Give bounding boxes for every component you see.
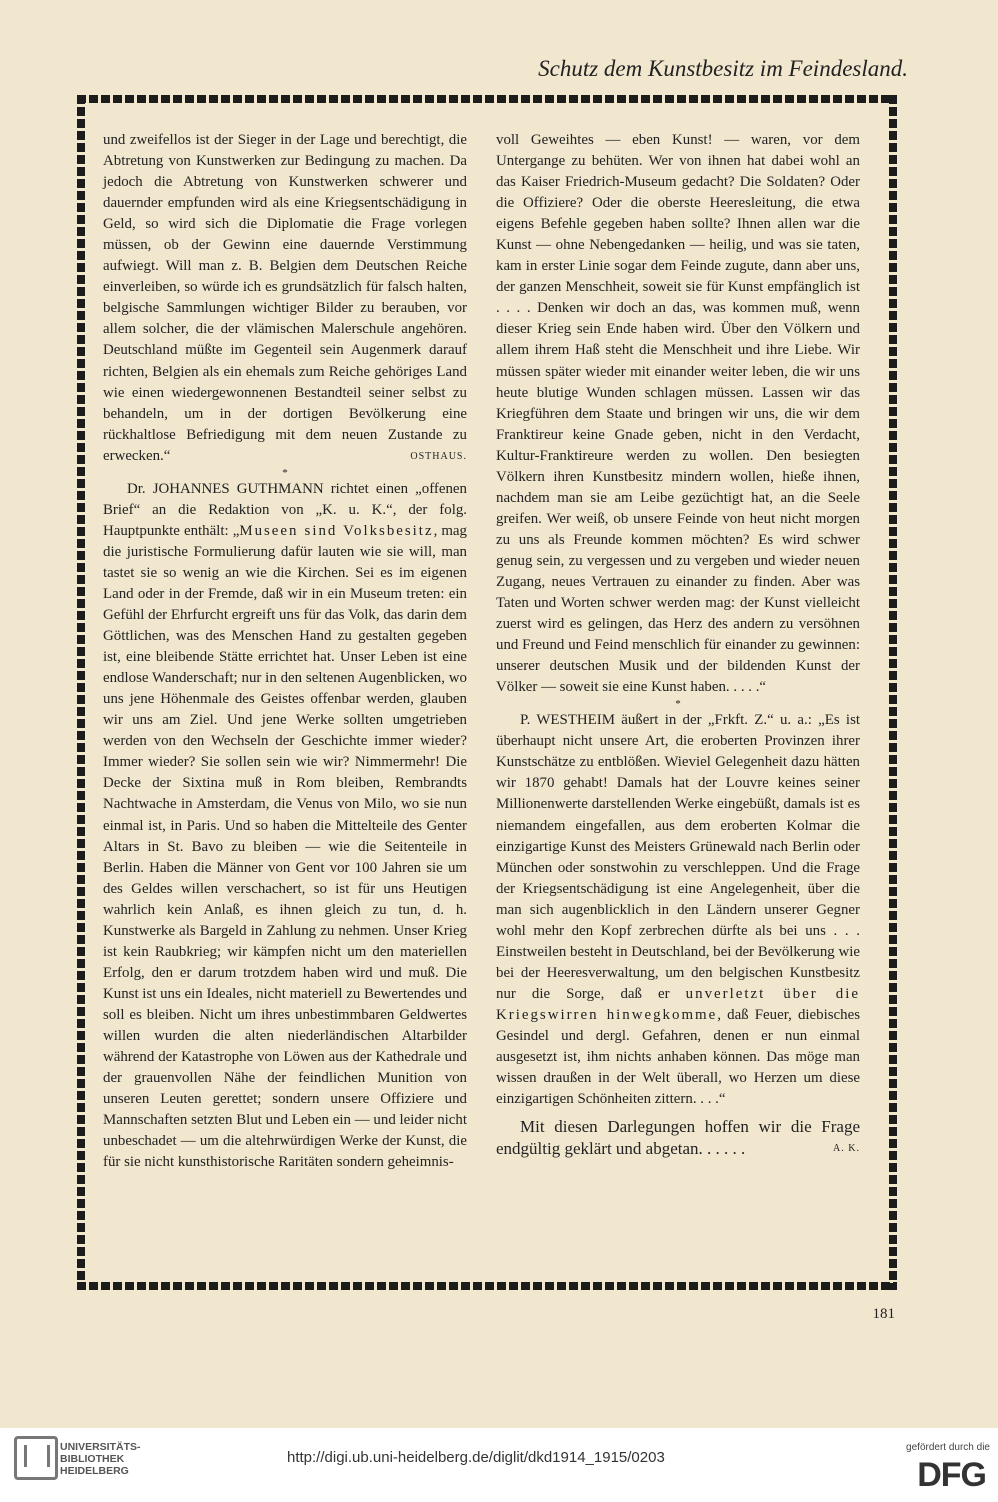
border-left (77, 95, 85, 1290)
border-right (889, 95, 897, 1290)
right-column (496, 130, 860, 1160)
section-separator: * (675, 698, 681, 711)
signature-osthaus: OSTHAUS. (410, 450, 467, 462)
page-number: 181 (872, 1306, 895, 1322)
permalink[interactable]: http://digi.ub.uni-heidelberg.de/diglit/dkd1914_1915/0203 (287, 1449, 665, 1466)
library-name: UNIVERSITÄTS- BIBLIOTHEK HEIDELBERG (60, 1441, 141, 1477)
right-paragraph-2: P. WESTHEIM äußert in der „Frkft. Z.“ u. a.: „Es ist überhaupt nicht unsere Art, die eroberten Provinzen ihrer Kunstschätze zu entblößen. Wieviel Gelegenheit dazu hätten wir 1870 gehabt! Damals hat der Louvre keines seiner Millionenwerte darstellenden Werke eingebüßt, damals ist es niemandem eingefallen, aus dem eroberten Kolmar die einzigartige Kunst des Meisters Grünewald nach Berlin oder München oder sonstwohin zu verschleppen. Und die Frage der Kriegsentschädigung ist eine Angelegenheit, über die man sich augenblicklich in den Ländern unserer Gegner wohl mehr den Kopf zerbrechen dürfte als bei uns . . . Einstweilen besteht in Deutschland, bei der Bevölkerung wie bei der Heeresverwaltung, um den belgischen Kunstbesitz nur die Sorge, daß er unverletzt über die Kriegswirren hinwegkomme, daß Feuer, diebisches Gesindel und dergl. Gefahren, denen er nun einmal ausgesetzt ist, ihm nichts anhaben können. Das möge man wissen draußen in der Welt überall, wo Herzen um diese einzigartigen Schönheiten zittern. . . .“ (496, 712, 860, 1108)
left-column (103, 130, 467, 1173)
border-bottom (77, 1282, 897, 1290)
conclusion: Mit diesen Darlegungen hoffen wir die Frage endgültig geklärt und abgetan. . . . . . A. K. (496, 1117, 860, 1159)
signature-ak: A. K. (833, 1143, 860, 1155)
border-top (77, 95, 897, 103)
running-title: Schutz dem Kunstbesitz im Feindesland. (538, 56, 908, 81)
funded-by-text: gefördert durch die (906, 1442, 990, 1453)
right-paragraph-1: voll Geweihtes — eben Kunst! — waren, vor dem Untergange zu behüten. Wer von ihnen hat dabei wohl an das Kaiser Friedrich-Museum gedacht? Die Soldaten? Oder die Offiziere? Oder die oberste Heeresleitung, die etwa eigens Befehle gegeben haben sollte? Ihnen allen war die Kunst — ohne Nebengedanken — heilig, und was sie taten, kam in erster Linie sogar dem Feinde zugute, dann aber uns, der ganzen Menschheit, soweit sie für Kunst empfänglich ist . . . . Denken wir doch an das, was kommen muß, wenn dieser Krieg sein Ende haben wird. Über den Völkern und allem ihrem Haß steht die Menschheit und ihre Liebe. Wir müssen später wieder mit einander weiter leben, die wir uns heute blutige Wunden schlagen müssen. Lassen wir das Kriegführen dem Staate und bringen wir uns, die wir dem Franktireur keine Gnade geben, nicht in den Verdacht, Kultur-Franktireure werden zu wollen. Den besiegten Völkern ihren Kunstbesitz mindern wollen, hieße ihnen, nachdem man sie am Leibe gezüchtigt hat, an die Seele greifen. Wer weiß, ob unsere Feinde von heut nicht morgen zu uns als Freunde kommen möchten? Es wird schwer genug sein, zu vergessen und zu vergeben und wieder neuen Zugang, neues Vertrauen zu einander zu finden. Aber was Taten und Worten schwer werden mag: der Kunst vielleicht zuerst wird es gelingen, das Herz des andern zu versöhnen und Freund und Feind menschlich für einander zu gewinnen: unserer deutschen Musik und der bildenden Kunst der Völker — soweit sie eine Kunst haben. . . . .“ (496, 132, 860, 696)
left-paragraph-1: und zweifellos ist der Sieger in der Lage und berechtigt, die Abtretung von Kunstwerken zur Bedingung zu machen. Da jedoch die Abtretung von Kunstwerken schwerer und dauernder empfunden wird als eine Kriegsentschädigung in Geld, so wird sich die Diplomatie die Frage vorlegen müssen, ob der Gewinn eine dauernde Verstimmung aufwiegt. Will man z. B. Belgien dem Deutschen Reiche einverleiben, so würde ich es grundsätzlich für falsch halten, belgische Sammlungen wichtiger Bilder zu berauben, vor allem solcher, die der vlämischen Malerschule angehören. Deutschland müßte im Gegenteil sein Augenmerk darauf richten, Belgien als ein ehemals zum Reiche gehöriges Land wie einen wiedergewonnenen Bestandteil seiner selbst zu behandeln, um in der dortigen Bevölkerung eine rückhaltlose Befriedigung mit dem neuen Zustande zu erwecken.“ OSTHAUS. (103, 130, 467, 467)
left-paragraph-2: Dr. JOHANNES GUTHMANN richtet einen „offenen Brief“ an die Redaktion von „K. u. K.“, der folg. Hauptpunkte enthält: „Museen sind Volksbesitz, mag die juristische Formulierung dafür lauten wie sie will, man tastet sie so wenig an wie die Kirchen. Sei es im eigenen Land oder in der Fremde, daß wir in ein Museum treten: ein Gefühl der Ehrfurcht ergreift uns für das Volk, das darin dem Göttlichen, was des Menschen Hand zu gestalten gegeben ist, eine bleibende Stätte errichtet hat. Unser Leben ist eine endlose Wanderschaft; nur in den seltenen Augenblicken, wo uns jene Höhenmale des Geistes offenbar werden, glauben wir uns am Ziel. Und jene Werke sollten umgetrieben werden von den Wechseln der Geschichte immer wieder? Immer wieder? Sie sollen sein wie wir? Nimmermehr! Die Decke der Sixtina muß in Rom bleiben, Rembrandts Nachtwache in Amsterdam, die Venus von Milo, wo sie nun einmal ist, in Paris. Und so haben die Mittelteile des Genter Altars in St. Bavo zu bleiben — wie die Seitenteile in Berlin. Haben die Männer von Gent vor 100 Jahren sie um des Geldes willen verschachert, so ist für uns Heutigen wahrlich kein Anlaß, es ihnen gleich zu tun, d. h. Kunstwerke als Bargeld in Zahlung zu nehmen. Unser Krieg ist kein Raubkrieg; wir kämpfen nicht um den materiellen Erfolg, den er darum trotzdem haben wird und muß. Die Kunst ist uns ein Ideales, nicht materiell zu Bewertendes und soll es bleiben. Nicht um ihres unbestimmbaren Geldwertes willen wurden die alten niederländischen Altarbilder während der Katastrophe von Löwen aus der Kathedrale und der grauenvollen Nähe der feindlichen Munition von unseren Leuten gerettet; sondern unsere Offiziere und Mannschaften setzten Blut und Leben ein — und leider nicht unbeschadet — um die altehrwürdigen Werke der Kunst, die für sie nicht kunsthistorische Raritäten sondern geheimnis- (103, 480, 467, 1171)
section-separator: * (282, 466, 288, 479)
library-logo-icon (14, 1436, 58, 1480)
dfg-logo: DFG (917, 1456, 986, 1494)
